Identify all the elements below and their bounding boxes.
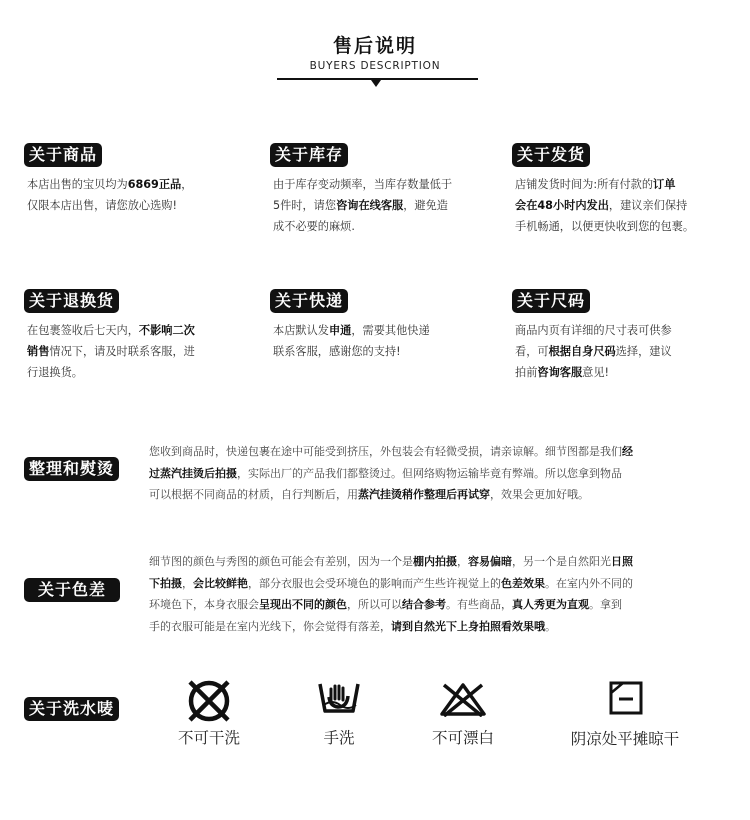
info-text-line [273,195,452,216]
paragraph-line [149,573,633,595]
info-text-line [27,362,195,383]
body-text: 手机畅通，以便更快收到您的包裹。 [515,220,695,233]
body-text: 拍前 [515,366,538,379]
emphasis-text: 棚内拍摄 [413,555,457,568]
emphasis-text: 订单 [653,178,676,191]
info-text-line [27,341,195,362]
body-text: 联系客服，感谢您的支持! [273,345,401,358]
info-text [27,174,192,216]
info-text-line [27,174,192,195]
divider-arrow [371,80,381,87]
paragraph-line [149,551,633,573]
body-text: 意见! [582,366,610,379]
info-text-line [273,341,430,362]
body-text: ，实际出厂的产品我们都整烫过。但网络购物运输毕竟有弊端。所以您拿到物品 [237,466,622,480]
color-diff-badge: 关于色差 [24,578,120,602]
body-text: 选择，建议 [615,345,672,358]
body-text: 。有些商品， [446,598,512,612]
emphasis-text: 咨询客服 [537,366,583,379]
care-label-shade-flat-dry: 阴凉处平摊晾干 [570,730,680,748]
body-text: 。 [545,619,556,633]
body-text: ，建议亲们保持 [608,199,688,212]
info-text [273,320,430,362]
ironing-text [149,441,633,506]
body-text: 本店出售的宝贝均为 [27,178,128,191]
shade-flat-dry-icon [609,681,643,715]
care-label-no-bleach: 不可漂白 [431,729,494,747]
emphasis-text: 容易偏暗 [468,555,512,568]
body-text: 。在室内外不同的 [545,576,633,590]
body-text: 仅限本店出售，请您放心选购! [27,199,177,212]
info-text [515,174,694,237]
body-text: 细节图的颜色与秀图的颜色可能会有差别，因为一个是 [149,555,413,568]
emphasis-text: 申通 [328,324,352,337]
info-badge: 关于库存 [270,143,348,167]
body-text: 5件时，请您 [273,199,337,212]
info-badge: 关于快递 [270,289,348,313]
body-text: 环境色下，本身衣服会 [149,598,259,612]
body-text: 您收到商品时，快递包裹在途中可能受到挤压，外包装会有轻微受损，请亲谅解。细节图都是我们 [149,445,622,458]
page-subtitle: BUYERS DESCRIPTION [309,60,441,72]
info-text-line [273,174,452,195]
body-text: ， [457,555,468,568]
info-badge: 关于发货 [512,143,590,167]
ironing-badge: 整理和熨烫 [24,457,119,481]
info-text [27,320,195,383]
info-text-line [515,362,672,383]
body-text: ， [182,576,193,590]
emphasis-text: 过蒸汽挂烫后拍摄 [149,466,237,480]
wash-care-badge: 关于洗水唛 [24,697,119,721]
emphasis-text: 真人秀更为直观 [512,598,589,612]
body-text: 可以根据不同商品的材质，自行判断后，用 [149,488,358,502]
emphasis-text: 呈现出不同的颜色 [259,598,347,612]
body-text: 手的衣服可能是在室内光线下，你会觉得有落差， [149,619,391,633]
info-text-line [27,320,195,341]
emphasis-text: 根据自身尺码 [548,345,616,358]
paragraph-line [149,616,633,638]
body-text: ，避免造 [403,199,448,212]
info-text-line [273,320,430,341]
paragraph-line [149,484,633,506]
body-text: 行退换货。 [27,366,83,379]
info-text [515,320,672,383]
info-text-line [515,195,694,216]
emphasis-text: 蒸汽挂烫稍作整理后再试穿 [358,488,490,502]
color-diff-text [149,551,633,637]
info-text-line [515,174,694,195]
care-label-hand-wash: 手洗 [323,729,355,747]
body-text: 在包裹签收后七天内， [27,324,139,337]
emphasis-text: 日照 [611,555,633,568]
emphasis-text: 咨询在线客服 [336,199,404,212]
info-text-line [515,216,694,237]
body-text: ， [181,178,193,191]
body-text: 。拿到 [589,598,622,612]
body-text: 店铺发货时间为:所有付款的 [515,178,654,191]
info-text-line [273,216,452,237]
emphasis-text: 下拍摄 [149,576,182,590]
care-label-no-dry-clean: 不可干洗 [177,729,240,747]
emphasis-text: 经 [622,445,633,458]
paragraph-line [149,463,633,485]
body-text: 商品内页有详细的尺寸表可供参 [515,324,672,337]
info-text-line [27,195,192,216]
body-text: ，效果会更加好哦。 [490,488,589,502]
hand-wash-icon [318,681,360,715]
body-text: 成不必要的麻烦. [273,220,355,233]
body-text: 本店默认发 [273,324,329,337]
emphasis-text: 结合参考 [402,598,446,612]
emphasis-text: 请到自然光下上身拍照看效果哦 [391,619,545,633]
no-bleach-icon [440,683,486,717]
emphasis-text: 会比较鲜艳 [193,576,248,590]
body-text: 看，可 [515,345,549,358]
paragraph-line [149,594,633,616]
emphasis-text: 销售 [27,345,50,358]
info-badge: 关于尺码 [512,289,590,313]
info-badge: 关于商品 [24,143,102,167]
body-text: ，部分衣服也会受环境色的影响而产生些许视觉上的 [248,576,501,590]
emphasis-text: 6869正品 [127,178,182,191]
info-text [273,174,452,237]
no-dry-clean-icon [186,680,232,722]
body-text: ，所以可以 [347,598,402,612]
info-text-line [515,341,672,362]
body-text: 由于库存变动频率，当库存数量低于 [273,178,453,191]
emphasis-text: 会在48小时内发出 [515,199,609,212]
body-text: ，需要其他快递 [351,324,430,337]
info-text-line [515,320,672,341]
emphasis-text: 色差效果 [501,576,545,590]
emphasis-text: 不影响二次 [138,324,195,337]
info-badge: 关于退换货 [24,289,119,313]
body-text: ，另一个是自然阳光 [512,555,611,568]
body-text: 情况下，请及时联系客服，进 [49,345,195,358]
page-title: 售后说明 [332,35,417,57]
paragraph-line [149,441,633,463]
